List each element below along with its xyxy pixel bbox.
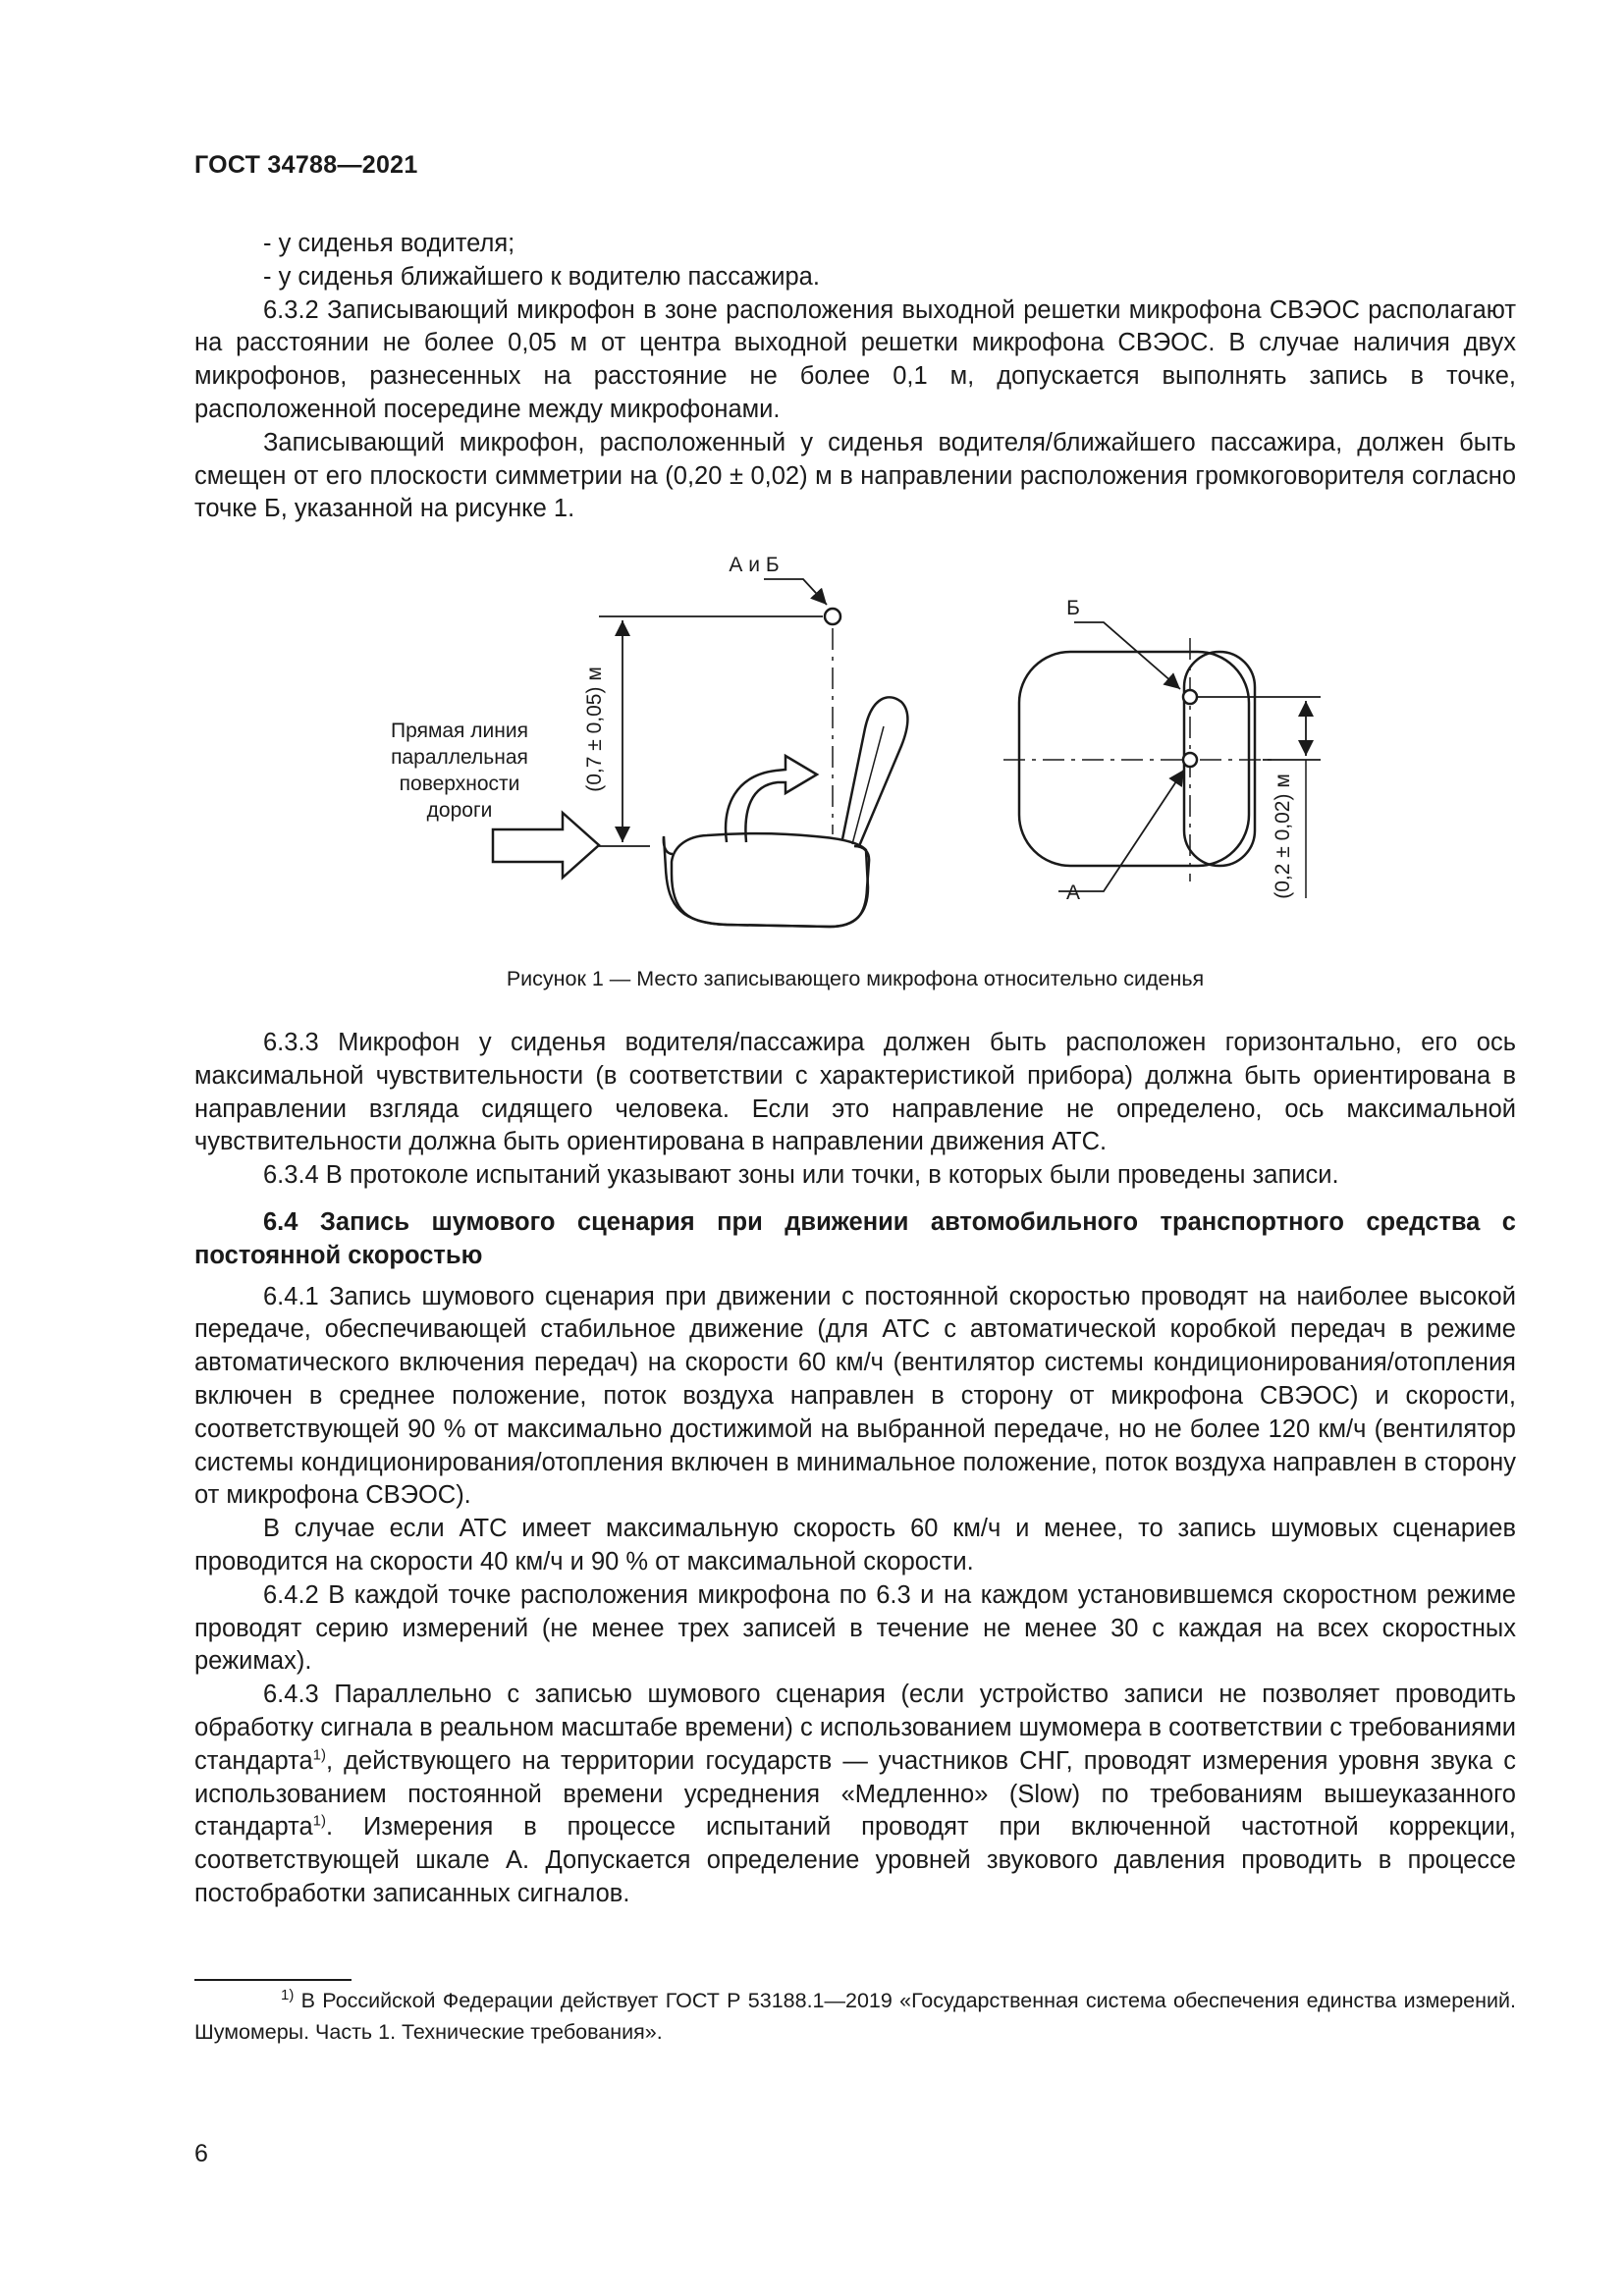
figure-caption: Рисунок 1 — Место записывающего микрофона относительно сиденья xyxy=(506,967,1205,990)
microphone-point-ab xyxy=(825,609,840,624)
paragraph-6-3-4: 6.3.4 В протоколе испытаний указывают зоны или точки, в которых были проведены записи. xyxy=(263,1161,1339,1190)
road-label-line: Прямая линия xyxy=(391,720,528,742)
paragraph-6-4-1-continued: В случае если АТС имеет максимальную скорость 60 км/ч и менее, то запись шумовых сценариев проводится на скорости 40 км/ч и 90 % от максимальной скорости. xyxy=(194,1515,1516,1575)
label-b: Б xyxy=(1066,597,1080,619)
road-direction-arrow xyxy=(493,813,599,878)
footnote-divider xyxy=(194,1979,352,1981)
road-label-line: параллельная xyxy=(391,746,528,769)
paragraph-6-4-3 xyxy=(194,1679,1516,1911)
paragraph-6-3-3: 6.3.3 Микрофон у сиденья водителя/пассажира должен быть расположен горизонтально, его ось максимальной чувствительности (в соответствии с характеристикой прибора) должна быть ориентирована в направлении взгляда сидящего человека. Если это направление не определено, ось максимальной чувствительности должна быть ориентирована в направлении движения АТС. xyxy=(194,1029,1516,1156)
paragraph-6-3-2-continued: Записывающий микрофон, расположенный у сиденья водителя/ближайшего пассажира, должен быть смещен от его плоскости симметрии на (0,20 ± 0,02) м в направлении расположения громкоговорителя согласно точке Б, указанной на рисунке 1. xyxy=(194,428,1516,523)
dimension-label-offset: (0,2 ± 0,02) м xyxy=(1272,774,1294,899)
footnote-mark: 1) xyxy=(281,1986,295,2003)
footnote-text: В Российской Федерации действует ГОСТ Р 53188.1—2019 «Государственная система обеспечения единства измерений. Шумомеры. Часть 1. Технические требования». xyxy=(194,1989,1516,2044)
footnote-ref: 1) xyxy=(312,1812,327,1830)
seat-side-view xyxy=(664,697,908,927)
footnote-ref: 1) xyxy=(312,1746,327,1764)
footnote xyxy=(194,1985,1516,2048)
paragraph-6-4-2: 6.4.2 В каждой точке расположения микрофона по 6.3 и на каждом установившемся скоростном режиме проводят серию измерений (не менее трех записей в течение не менее 30 с каждая на всех скоростных режимах). xyxy=(194,1580,1516,1676)
dimension-vertical xyxy=(599,616,833,846)
paragraph-6-4-1: 6.4.1 Запись шумового сценария при движении с постоянной скоростью проводят на наиболее высокой передаче, обеспечивающей стабильное движение (для АТС с автоматической коробкой передач в режиме автоматического включения передач) на скорости 60 км/ч (вентилятор системы кондиционирования/отопления включен в среднее положение, поток воздуха направлен в сторону от микрофона СВЭОС) и скорости, соответствующей 90 % от максимально достижимой на выбранной передаче, но не более 120 км/ч (вентилятор системы кондиционирования/отопления включен в минимальное положение, поток воздуха направлен в сторону от микрофона СВЭОС). xyxy=(194,1282,1516,1510)
microphone-point-b xyxy=(1183,690,1197,704)
list-item: - у сиденья водителя; xyxy=(263,230,515,257)
label-a-and-b: А и Б xyxy=(729,554,780,576)
road-label-line: дороги xyxy=(426,799,493,822)
figure-1-diagram xyxy=(0,0,1624,982)
paragraph-text: . Измерения в процессе испытаний проводят при включенной частотной коррекции, соответствующей шкале А. Допускается определение уровней звукового давления проводить в процессе постобработки записанных сигналов. xyxy=(194,1813,1516,1907)
list-item: - у сиденья ближайшего к водителю пассажира. xyxy=(263,262,820,291)
paragraph-text: , действующего на территории государств — участников СНГ, проводят измерения уровня звука с использованием постоянной времени усреднения «Медленно» (Slow) по требованиям вышеуказанного стандарта xyxy=(194,1746,1516,1842)
page-number: 6 xyxy=(194,2140,208,2167)
text-block-main xyxy=(194,1027,1516,1911)
document-header: ГОСТ 34788—2021 xyxy=(194,151,418,179)
road-label-line: поверхности xyxy=(399,773,520,795)
section-heading-6-4: 6.4 Запись шумового сценария при движении автомобильного транспортного средства с постоянной скоростью xyxy=(194,1207,1516,1269)
label-a: А xyxy=(1065,881,1081,904)
dimension-label-vertical: (0,7 ± 0,05) м xyxy=(583,667,606,792)
paragraph-text: 6.4.3 Параллельно с записью шумового сценария (если устройство записи не позволяет проводить обработку сигнала в реальном масштабе времени) с использованием шумомера в соответствии с требованиями стандарта xyxy=(194,1681,1516,1775)
microphone-point-a xyxy=(1183,753,1197,767)
paragraph-6-3-2: 6.3.2 Записывающий микрофон в зоне расположения выходной решетки микрофона СВЭОС располагают на расстоянии не более 0,05 м от центра выходной решетки микрофона СВЭОС. В случае наличия двух микрофонов, разнесенных на расстояние не более 0,1 м, допускается выполнять запись в точке, расположенной посередине между микрофонами. xyxy=(194,295,1516,423)
